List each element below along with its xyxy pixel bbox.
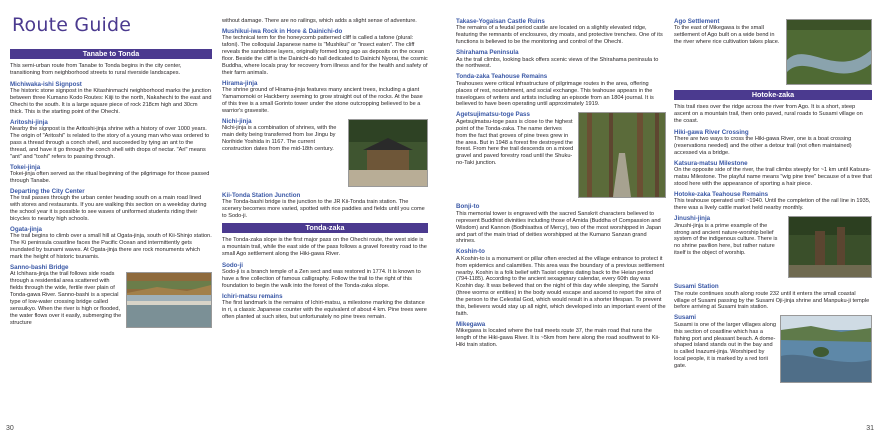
- page-title: Route Guide: [12, 14, 132, 36]
- section-body: Teahouses were critical infrastructure of pilgrimage routes in the area, offering places of rest, nourishment, and social exchange. This teahouse appears in the travelogues of writers and artists including an episode from an 1804 journal. It is believed to have been operating until approximately 1919.: [456, 80, 654, 108]
- section-heading: Hirama-jinja: [222, 79, 258, 87]
- section-body: Susami is one of the larger villages along this section of coastline which has a fishing port and pleasant beach. A dome-shaped island stands out in the bay and is called Inazumi-jinja. Worshiped by local people, it is marked by a red torii gate.: [674, 321, 776, 370]
- section-hirama-jinja: [222, 80, 428, 115]
- section-ago-settlement: [674, 18, 872, 87]
- section-heading: Susami Station: [674, 283, 719, 291]
- section-heading: Takase-Yogaisan Castle Ruins: [456, 18, 545, 25]
- section-heading: Departing the City Center: [10, 188, 85, 195]
- section-body: There are two ways to cross the Hiki-gawa River, one is a boat crossing (reservations needed) and the other a detour trail (not often maintained) accessed via a bridge.: [674, 136, 852, 156]
- section-heading: Michiwaka-ishi Signpost: [10, 80, 82, 88]
- section-hiki-gawa-crossing: [674, 129, 872, 157]
- section-agetsujimatsu-toge: [456, 111, 666, 200]
- section-kii-tonda-junction: [222, 192, 428, 220]
- column-1: [10, 47, 212, 333]
- section-sanno-bashi: [10, 264, 212, 330]
- photo-ago-settlement: [786, 19, 872, 85]
- continued-text: without damage. There are no railings, which adds a slight sense of adventure.: [222, 18, 417, 24]
- section-heading: Bonji-to: [456, 203, 480, 211]
- section-body: As the trail climbs, looking back offers scenic views of the Shirahama peninsula to the northwest.: [456, 56, 659, 70]
- section-heading: Agetsujimatsu-toge Pass: [456, 111, 530, 119]
- section-body: The historic stone signpost in the Kitashinmachi neighborhood marks the junction between three Kumano Kodo Routes: Kiiji to the north, Nakahechi to the east and Ohechi to the south. It is a large square piece of rock 218cm high and 30cm thick. This is the starting point of the Ohechi.: [10, 88, 212, 115]
- section-ichiri-matsu: [222, 293, 428, 321]
- section-heading: Nichi-jinja: [222, 117, 252, 125]
- section-tokei-jinja: [10, 164, 212, 185]
- section-body: The first landmark is the remains of Ichiri-matsu, a milestone marking the distance in ri, a classic Japanese counter with the equivalent of about 4 km. Pine trees were often planted at such sites, but unfortunately no pine trees remain.: [222, 300, 427, 320]
- section-body: Agetsujimatsu-toge pass is close to the highest point of the Tonda-zaka. The name derives from the fact that groves of pine trees grew in the area. But in 1948 a forest fire destroyed the forest. From here the trail descends on a mixed gravel and paved forestry road until the Shuku-no-Taki junction.: [456, 118, 574, 167]
- section-heading: Hotoke-zaka Teahouse Remains: [674, 190, 769, 198]
- section-hotoke-zaka-teahouse: [674, 191, 872, 212]
- section-heading: Mushikui-iwa Rock in Hore & Dainichi-do: [222, 27, 343, 35]
- section-band-hotoke-zaka: Hotoke-zaka: [674, 90, 872, 100]
- section-body: On the opposite side of the river, the trail climbs steeply for ~1 km until Katsura-matsu Milestone. The playful name means "wig pine tree" because of a tree that stood here with the appearance of sporting a hair piece.: [674, 167, 872, 188]
- section-heading: Tokei-jinja: [10, 163, 41, 171]
- section-body: Jinushi-jinja is a prime example of the strong and ancient nature-worship belief system of the indigenous culture. There is no shrine pavilion here, but rather nature itself is the object of worship.: [674, 222, 778, 257]
- section-mikegawa: [456, 321, 666, 349]
- section-bonji-to: [456, 203, 666, 245]
- section-ogata-jinja: [10, 226, 212, 261]
- section-nichi-jinja: [222, 118, 428, 189]
- section-susami: [674, 314, 872, 385]
- section-body: The Tonda-bashi bridge is the junction to the JR Kii-Tonda train station. The scenery becomes more varied, spotted with rice paddies and fields until you come to Sodo-ji.: [222, 199, 425, 219]
- section-jinushi-jinja: [674, 215, 872, 280]
- section-band-tonda-zaka: Tonda-zaka: [222, 223, 428, 233]
- section-heading: Ogata-jinja: [10, 226, 42, 234]
- page-number-left: 30: [6, 425, 14, 432]
- section-body: This teahouse operated until ~1940. Until the completion of the rail line in 1935, there was a lively cattle market held nearby monthly.: [674, 198, 871, 212]
- section-body: Nichi-jinja is a combination of shrines, with the main deity being transferred from Ise Jingu by Norihide Yoshida in 1167. The current construction dates from the mid-18th century.: [222, 125, 337, 152]
- section-heading: Mikegawa: [456, 320, 486, 328]
- column-3: [456, 18, 666, 352]
- photo-sanno-bashi-bridge: [126, 272, 212, 328]
- section-heading: Ichiri-matsu remains: [222, 292, 283, 300]
- section-heading: Katsura-matsu Milestone: [674, 159, 748, 167]
- section-heading: Kii-Tonda Station Junction: [222, 191, 301, 199]
- section-heading: Sodo-ji: [222, 261, 243, 269]
- section-body: Tokei-jinja often served as the ritual beginning of the pilgrimage for those passed through Tanabe.: [10, 171, 210, 185]
- section-heading: Koshin-to: [456, 248, 485, 256]
- section-body: Sodo-ji is a branch temple of a Zen sect and was restored in 1774. It is known to have a fine collection of famous calligraphy. Follow the trail to the right of this foundation to begin the walk into the forest of the Tonda-zaka slope.: [222, 269, 421, 289]
- photo-susami-bay: [780, 315, 872, 383]
- section-heading: Aritoshi-jinja: [10, 118, 48, 126]
- section-body: The trail passes through the urban center heading south on a main road lined with stores and restaurants. If you are walking this section on a weekday during the school year it is possible to see waves of uniformed students riding their bicycles to nearby high schools.: [10, 195, 207, 223]
- right-page: [440, 0, 880, 436]
- section-body: The trail begins to climb over a small hill at Ogata-jinja, south of Kii-Shinjo station. The Ki peninsula coastline faces the Pacific Ocean and intermittently gets inundated by tsunami waves. At Ogata-jinja there are rock monuments which mark the height of historic tsunamis.: [10, 233, 212, 261]
- section-body: This memorial tower is engraved with the sacred Sanskrit characters believed to represent Buddhist divinities including those of Amida (Buddha of Compassion and Wisdom) and Kannon (Bodhisattva of Mercy), two of the most worshipped in Japan and part of the main triad of deities worshipped at the Kumano Sanzan grand shrines.: [456, 210, 662, 245]
- intro-text: The Tonda-zaka slope is the first major pass on the Ohechi route, the west side is a mountain trail, while the east side of the pass follows a gravel forestry road to the small Ago settlement along the Hiki-gawa River.: [222, 236, 427, 257]
- section-body: A Koshin-to is a monument or pillar often erected at the village entrance to protect it from epidemics and calamities. This area was the boundary of a previous settlement nearby. Koshin is a folk belief with Taoist origins dating back to the Heian period (794-1185). According to the ancient sexagenary calendar, every 60th day was Koshin day. It was believed that on the night of this day while sleeping, the Sanshi (three worms or entities) in the body would escape and ascend to report the sins of the person to the Celestial God, which would result in a shorter lifespan. To prevent this, believers would stay up all night, which developed into an important event of the faith.: [456, 255, 666, 317]
- section-mushikui-iwa: [222, 28, 428, 77]
- photo-forest-trail: [578, 112, 666, 198]
- section-heading: Hiki-gawa River Crossing: [674, 128, 749, 136]
- section-koshin-to: [456, 248, 666, 318]
- section-aritoshi-jinja: [10, 119, 212, 161]
- photo-nichi-jinja-shrine: [348, 119, 428, 187]
- intro-text: This trail rises over the ridge across the river from Ago. It is a short, steep ascent on a mountain trail, then onto paved, rural roads to Susami village on the coast.: [674, 104, 863, 124]
- section-heading: Shirahama Peninsula: [456, 49, 519, 57]
- section-departing-city: [10, 188, 212, 223]
- page-number-right: 31: [866, 425, 874, 432]
- section-heading: Susami: [674, 314, 697, 322]
- column-4: [674, 18, 872, 388]
- section-takase-castle: [456, 18, 666, 46]
- section-body: Mikegawa is located where the trail meets route 37, the main road that runs the length of the Hiki-gawa River. It is ~5km from here along the road southwest to Kii-Hiki train station.: [456, 328, 660, 349]
- section-body: The remains of a feudal period castle are located on a slightly elevated ridge, featuring the remnants of enclosures, dry moats, and protective trenches. One of its functions is believed to be the monitoring and control of the Ohechi.: [456, 25, 663, 46]
- section-heading: Ago Settlement: [674, 18, 720, 25]
- section-michiwaka-ishi: [10, 81, 212, 116]
- section-body: The technical term for the honeycomb patterned cliff is called a tafone (plural: tafoni). The colloquial Japanese name is "Mushikui" or "insect eaten". The cliff reveals the sandstone layers, originally formed long ago as deposits on the ocean floor. Beside the cliff is the Dainichi-do hall dedicated to Dainichi Nyorai, the cosmic Buddha, where locals pray for recovery from illness and for the health and safety of their farm animals.: [222, 35, 428, 76]
- section-katsura-matsu: [674, 160, 872, 188]
- section-susami-station: [674, 283, 872, 311]
- photo-jinushi-jinja: [788, 216, 872, 278]
- intro-text: This semi-urban route from Tanabe to Tonda begins in the city center, transitioning from neighborhood streets to rural riverside landscapes.: [10, 63, 182, 76]
- section-sodo-ji: [222, 262, 428, 290]
- section-body: At Ichihara-jinja the trail follows side roads through a residential area scattered with fields through the wide, fertile river plain of Tonda-gawa River. Sanno-bashi is a special type of low-water crossing bridge called sensuikyo. When the river is high or flooded, the water flows over it easily, submerging the structure: [10, 271, 122, 326]
- section-heading: Sanno-bashi Bridge: [10, 264, 69, 272]
- section-body: The route continues south along route 232 until it enters the small coastal village of Susami passing by the Susami Oji-jinja shrine and Manpuku-ji temple before arriving at Susami train station.: [674, 290, 870, 311]
- section-band-tanabe-to-tonda: Tanabe to Tonda: [10, 49, 212, 59]
- section-body: The shrine ground of Hirama-jinja features many ancient trees, including a giant Yamamomoki or Hackberry seeming to grow straight out of the rocks. At the base of this tree is a small Gorinto tower under the stone outcropping believed to be a warrior's gravesite.: [222, 87, 423, 114]
- section-shirahama: [456, 49, 666, 70]
- section-body: To the east of Mikegawa is the small settlement of Ago built on a wide bend in the river where rice cultivation takes place.: [674, 25, 780, 46]
- section-tonda-zaka-teahouse: [456, 73, 666, 108]
- section-body: Nearby the signpost is the Aritoshi-jinja shrine with a history of over 1000 years. The origin of "Aritoshi" is related to the story of a young man who was ordered to pass a thread through a conch shell, and succeeded by tying an ant to the thread, and have it go through the conch shell with drops of nectar. "Ari" means "ant" and "toshi" refers to passing through.: [10, 126, 210, 160]
- column-2: [222, 18, 428, 324]
- section-heading: Jinushi-jinja: [674, 215, 711, 223]
- section-heading: Tonda-zaka Teahouse Remains: [456, 73, 548, 81]
